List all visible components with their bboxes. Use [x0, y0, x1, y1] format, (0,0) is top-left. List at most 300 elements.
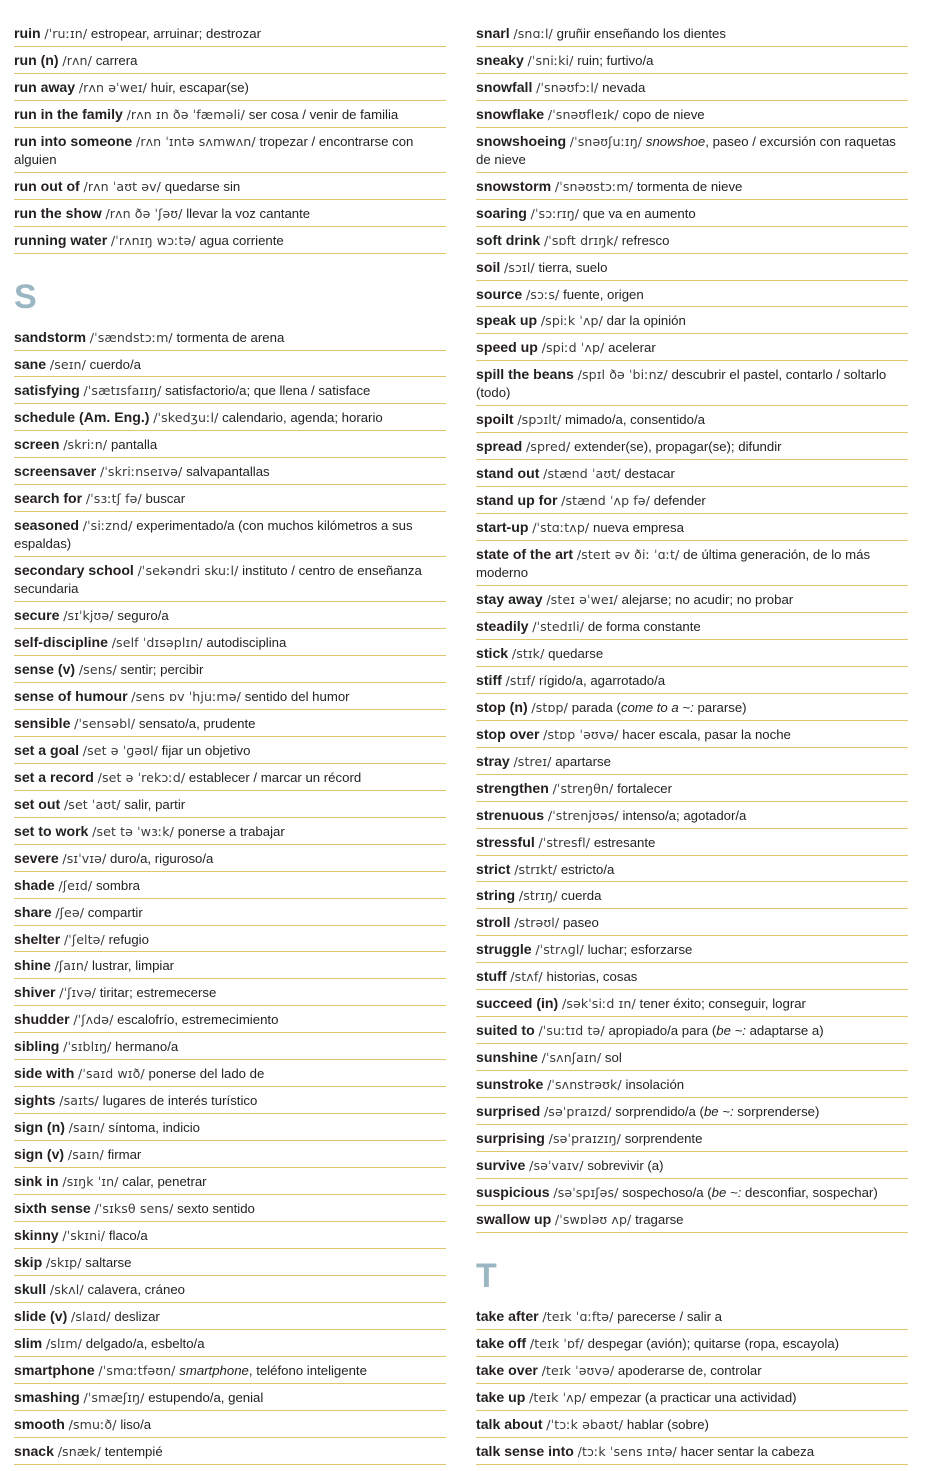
- entry-pronunciation: /ˈsɪblɪŋ/: [63, 1039, 112, 1055]
- entry-pronunciation: /teɪk ˈɒf/: [529, 1335, 584, 1351]
- entry-pronunciation: /set tə ˈwɜːk/: [92, 823, 174, 839]
- entry-pronunciation: /seɪn/: [49, 356, 86, 372]
- entry-translation: fuente, origen: [563, 286, 644, 302]
- glossary-entry: [14, 351, 446, 378]
- entry-translation: huir, escapar(se): [150, 79, 249, 95]
- section-letter-heading: S: [14, 277, 37, 316]
- entry-translation: [608, 1023, 823, 1038]
- entry-headword: sensible: [14, 714, 71, 731]
- entry-translation: empezar (a practicar una actividad): [589, 1389, 797, 1405]
- entry-translation: cuerda: [561, 888, 602, 904]
- entry-translation: sentir; percibir: [120, 661, 204, 677]
- entry-translation: cuerdo/a: [89, 356, 141, 372]
- glossary-entry: [14, 1249, 446, 1276]
- glossary-entry: [14, 1357, 446, 1384]
- glossary-entry: [14, 845, 446, 872]
- entry-headword: slide (v): [14, 1307, 68, 1324]
- entry-headword: shiver: [14, 984, 56, 1001]
- entry-headword: set a goal: [14, 741, 80, 758]
- glossary-entry: [476, 128, 908, 173]
- entry-translation: calendario, agenda; horario: [222, 410, 383, 426]
- entry-headword: take over: [476, 1361, 538, 1378]
- entry-pronunciation: /ʃeə/: [55, 904, 85, 920]
- glossary-entry: [476, 1330, 908, 1357]
- entry-translation: tiritar; estremecerse: [99, 985, 217, 1001]
- entry-headword: snowshoeing: [476, 132, 567, 149]
- entry-headword: satisfying: [14, 382, 80, 399]
- entry-pronunciation: /ˈsnəʊʃuːɪŋ/: [569, 133, 643, 149]
- entry-headword: stand out: [476, 465, 540, 482]
- glossary-entry: [14, 683, 446, 710]
- entry-translation: quedarse sin: [164, 178, 241, 194]
- entry-pronunciation: /spiːd ˈʌp/: [541, 340, 605, 356]
- glossary-entry: [476, 487, 908, 514]
- entry-translation: tragarse: [635, 1211, 684, 1227]
- entry-headword: soaring: [476, 204, 527, 221]
- entry-translation: hablar (sobre): [626, 1416, 709, 1432]
- glossary-entry: [14, 791, 446, 818]
- entry-translation: sorprendente: [624, 1131, 703, 1147]
- entry-translation: salvapantallas: [186, 464, 270, 480]
- entry-headword: secure: [14, 607, 60, 624]
- entry-translation: insolación: [625, 1077, 685, 1093]
- entry-headword: sign (v): [14, 1146, 65, 1163]
- entry-headword: sandstorm: [14, 328, 87, 345]
- glossary-entry: [14, 458, 446, 485]
- entry-pronunciation: /saɪts/: [59, 1093, 99, 1109]
- entry-headword: run out of: [14, 177, 80, 194]
- entry-headword: shade: [14, 876, 55, 893]
- entry-pronunciation: /səkˈsiːd ɪn/: [561, 996, 636, 1012]
- glossary-entry: [476, 882, 908, 909]
- entry-translation-text: parada (: [571, 699, 621, 715]
- entry-translation: tierra, suelo: [538, 259, 608, 275]
- glossary-entry: [476, 1303, 908, 1330]
- glossary-entry: [476, 433, 908, 460]
- entry-headword: run away: [14, 78, 76, 95]
- entry-translation: hacer sentar la cabeza: [680, 1443, 815, 1459]
- glossary-entry: [14, 710, 446, 737]
- entry-headword: skip: [14, 1253, 43, 1270]
- glossary-entry: [14, 818, 446, 845]
- entry-translation: lugares de interés turístico: [102, 1093, 258, 1109]
- entry-headword: strenuous: [476, 806, 545, 823]
- glossary-entry: [476, 1071, 908, 1098]
- entry-headword: share: [14, 903, 52, 920]
- entry-headword: start-up: [476, 519, 529, 536]
- entry-translation: [572, 700, 747, 715]
- glossary-entry: [476, 254, 908, 281]
- entry-pronunciation: /spiːk ˈʌp/: [540, 313, 603, 329]
- entry-translation-text: pararse): [693, 699, 747, 715]
- entry-translation: saltarse: [85, 1254, 132, 1270]
- entry-pronunciation: /ˈsekəndri skuːl/: [137, 563, 239, 579]
- entry-translation: agua corriente: [199, 232, 284, 248]
- entry-headword: string: [476, 887, 516, 904]
- entry-headword: soft drink: [476, 231, 541, 248]
- entry-headword: set to work: [14, 822, 89, 839]
- entry-pronunciation: /stɪf/: [505, 672, 536, 688]
- glossary-entry: [14, 20, 446, 47]
- entry-headword: sneaky: [476, 51, 524, 68]
- entry-pronunciation: /sɪŋk ˈɪn/: [62, 1174, 119, 1190]
- entry-translation: de última generación, de lo más moderno: [476, 547, 871, 581]
- entry-headword: secondary school: [14, 562, 134, 579]
- entry-pronunciation: /səˈpraɪzɪŋ/: [548, 1131, 621, 1147]
- entry-headword: strengthen: [476, 779, 549, 796]
- entry-headword: sibling: [14, 1038, 60, 1055]
- entry-headword: stressful: [476, 833, 535, 850]
- entry-pronunciation: /stɪk/: [511, 645, 545, 661]
- glossary-entry: [476, 1384, 908, 1411]
- entry-headword: surprising: [476, 1130, 545, 1147]
- entry-headword: snack: [14, 1442, 54, 1459]
- glossary-entry: [14, 1411, 446, 1438]
- entry-headword: talk sense into: [476, 1442, 574, 1459]
- entry-translation: estupendo/a, genial: [148, 1389, 264, 1405]
- entry-translation: tormenta de nieve: [636, 178, 743, 194]
- entry-headword: spoilt: [476, 411, 514, 428]
- entry-translation: refresco: [621, 232, 670, 248]
- entry-translation: delgado/a, esbelto/a: [85, 1335, 205, 1351]
- glossary-entry: [476, 101, 908, 128]
- entry-translation: que va en aumento: [582, 205, 696, 221]
- glossary-entry: [476, 694, 908, 721]
- section-letter-heading: T: [476, 1256, 497, 1295]
- entry-pronunciation: /stænd ˈʌp fə/: [561, 493, 650, 509]
- entry-pronunciation: /ˈsætɪsfaɪɪŋ/: [83, 383, 162, 399]
- glossary-entry: [14, 602, 446, 629]
- entry-headword: run (n): [14, 51, 59, 68]
- glossary-entry: [14, 47, 446, 74]
- entry-translation: [179, 1363, 367, 1378]
- entry-translation-italic: be ~:: [703, 1104, 734, 1120]
- glossary-entry: [14, 1276, 446, 1303]
- entry-pronunciation: /ˈsmæʃɪŋ/: [83, 1389, 145, 1405]
- entry-pronunciation: /saɪn/: [68, 1120, 105, 1136]
- glossary-entry: [476, 361, 908, 406]
- entry-translation: paseo: [562, 915, 599, 931]
- entry-headword: side with: [14, 1065, 75, 1082]
- entry-pronunciation: /ˈsnəʊstɔːm/: [554, 178, 634, 194]
- entry-translation-italic: snowshoe: [645, 133, 706, 149]
- entry-translation: sexto sentido: [177, 1201, 255, 1217]
- glossary-entry: [476, 74, 908, 101]
- entry-translation: sensato/a, prudente: [138, 715, 256, 731]
- entry-pronunciation: /sens/: [78, 661, 117, 677]
- glossary-entry: [476, 909, 908, 936]
- entry-translation: hacer escala, pasar la noche: [622, 726, 791, 742]
- entry-translation: flaco/a: [108, 1227, 148, 1243]
- entry-pronunciation: /ˈsnəʊfleɪk/: [547, 106, 619, 122]
- entry-translation: copo de nieve: [622, 106, 705, 122]
- entry-pronunciation: /sɪˈkjʊə/: [63, 608, 114, 624]
- glossary-entry: [14, 1330, 446, 1357]
- entry-translation: ponerse del lado de: [148, 1066, 265, 1082]
- entry-pronunciation: /ˈstɑːtʌp/: [532, 520, 590, 536]
- entry-pronunciation: /skʌl/: [49, 1281, 84, 1297]
- entry-pronunciation: /ˈsʌnstrəʊk/: [547, 1077, 622, 1093]
- glossary-entry: [14, 979, 446, 1006]
- glossary-entry: [476, 1098, 908, 1125]
- glossary-entry: [14, 431, 446, 458]
- entry-list: [14, 20, 446, 260]
- entry-headword: spread: [476, 438, 523, 455]
- entry-headword: shudder: [14, 1011, 70, 1028]
- entry-translation: escalofrío, estremecimiento: [117, 1012, 279, 1028]
- entry-translation: rígido/a, agarrotado/a: [539, 672, 666, 688]
- entry-pronunciation: /rʌn ɪn ðə ˈfæməli/: [126, 106, 245, 122]
- entry-headword: smashing: [14, 1388, 80, 1405]
- entry-pronunciation: /ˈtɔːk əbaʊt/: [546, 1416, 624, 1432]
- entry-pronunciation: /səˈvaɪv/: [529, 1157, 584, 1173]
- glossary-entry: [476, 856, 908, 883]
- entry-headword: search for: [14, 490, 83, 507]
- glossary-entry: [14, 872, 446, 899]
- glossary-entry: [476, 586, 908, 613]
- entry-pronunciation: /ʃeɪd/: [58, 877, 93, 893]
- entry-pronunciation: /strɪkt/: [514, 861, 558, 877]
- entry-translation: apoderarse de, controlar: [617, 1362, 762, 1378]
- entry-translation: establecer / marcar un récord: [188, 769, 362, 785]
- glossary-entry: [14, 404, 446, 431]
- entry-translation: despegar (avión); quitarse (ropa, escayola): [587, 1335, 840, 1351]
- entry-translation: ponerse a trabajar: [177, 823, 285, 839]
- entry-headword: talk about: [476, 1415, 543, 1432]
- entry-pronunciation: /ˈsændstɔːm/: [89, 329, 173, 345]
- entry-translation: nueva empresa: [593, 520, 684, 536]
- glossary-entry: [476, 1357, 908, 1384]
- entry-headword: sense (v): [14, 660, 76, 677]
- entry-translation: sobrevivir (a): [587, 1157, 664, 1173]
- entry-translation: acelerar: [608, 340, 656, 356]
- entry-pronunciation: /ˈsʌnʃaɪn/: [541, 1050, 602, 1066]
- entry-pronunciation: /ˈsaɪd wɪð/: [78, 1066, 145, 1082]
- entry-headword: stop (n): [476, 698, 528, 715]
- glossary-entry: [14, 764, 446, 791]
- glossary-entry: [14, 1222, 446, 1249]
- entry-pronunciation: /steɪt əv ðiː ˈɑːt/: [576, 547, 680, 563]
- entry-translation: calar, penetrar: [122, 1174, 207, 1190]
- entry-translation: pantalla: [110, 437, 158, 453]
- entry-headword: severe: [14, 849, 59, 866]
- glossary-entry: [14, 200, 446, 227]
- entry-translation: instituto / centro de enseñanza secundaria: [14, 563, 422, 597]
- entry-translation: estricto/a: [560, 861, 615, 877]
- entry-pronunciation: /səˈspɪʃəs/: [553, 1184, 619, 1200]
- entry-translation-text: adaptarse a): [745, 1023, 824, 1039]
- glossary-entry: [476, 748, 908, 775]
- entry-pronunciation: /ˈstrʌɡl/: [535, 942, 584, 958]
- entry-translation-italic: be ~:: [711, 1184, 742, 1200]
- glossary-entry: [476, 514, 908, 541]
- entry-translation: ruin; furtivo/a: [577, 52, 654, 68]
- glossary-entry: [14, 1438, 446, 1465]
- glossary-entry: [14, 557, 446, 602]
- entry-translation: carrera: [95, 52, 138, 68]
- entry-pronunciation: /ˈrʌnɪŋ wɔːtə/: [110, 232, 196, 248]
- glossary-entry: [476, 1411, 908, 1438]
- entry-translation-text: sorprenderse): [733, 1104, 820, 1120]
- entry-translation: extender(se), propagar(se); difundir: [574, 439, 782, 455]
- glossary-column-right: [476, 20, 908, 1459]
- glossary-entry: [14, 1141, 446, 1168]
- entry-translation-italic: smartphone: [179, 1362, 249, 1378]
- entry-headword: sights: [14, 1092, 56, 1109]
- entry-translation: hermano/a: [115, 1039, 179, 1055]
- entry-headword: stray: [476, 752, 510, 769]
- entry-headword: skinny: [14, 1226, 59, 1243]
- entry-translation: estropear, arruinar; destrozar: [90, 26, 261, 41]
- entry-translation: descubrir el pastel, contarlo / soltarlo (todo): [476, 367, 887, 401]
- entry-headword: sign (n): [14, 1119, 65, 1136]
- glossary-entry: [476, 20, 908, 47]
- entry-headword: speak up: [476, 312, 538, 329]
- glossary-entry: [14, 629, 446, 656]
- glossary-entry: [14, 1303, 446, 1330]
- entry-headword: snarl: [476, 25, 510, 41]
- entry-headword: steadily: [476, 617, 529, 634]
- entry-headword: set out: [14, 795, 61, 812]
- entry-headword: strict: [476, 860, 511, 877]
- entry-headword: slim: [14, 1334, 43, 1351]
- entry-pronunciation: /stʌf/: [510, 969, 543, 985]
- entry-translation: estresante: [593, 834, 656, 850]
- entry-headword: sane: [14, 355, 47, 372]
- entry-pronunciation: /stænd ˈaʊt/: [543, 466, 621, 482]
- entry-headword: sense of humour: [14, 687, 128, 704]
- glossary-entry: [476, 47, 908, 74]
- entry-headword: state of the art: [476, 546, 574, 563]
- entry-pronunciation: /ˈsuːtɪd tə/: [538, 1023, 605, 1039]
- entry-list: [476, 20, 908, 1239]
- entry-headword: stiff: [476, 671, 502, 688]
- entry-translation: duro/a, riguroso/a: [110, 850, 214, 866]
- entry-translation: tentempié: [104, 1443, 163, 1459]
- entry-translation: de forma constante: [587, 618, 701, 634]
- glossary-entry: [476, 667, 908, 694]
- entry-pronunciation: /spɔɪlt/: [517, 412, 562, 428]
- entry-headword: stroll: [476, 914, 511, 931]
- entry-headword: shelter: [14, 930, 61, 947]
- glossary-entry: [476, 613, 908, 640]
- entry-pronunciation: /set ə ˈɡəʊl/: [82, 742, 159, 758]
- entry-headword: run into someone: [14, 132, 133, 149]
- entry-pronunciation: /skɪp/: [45, 1254, 82, 1270]
- entry-pronunciation: /tɔːk ˈsens ɪntə/: [577, 1443, 677, 1459]
- entry-headword: stuff: [476, 968, 507, 985]
- entry-pronunciation: /ˈswɒləʊ ʌp/: [554, 1211, 632, 1227]
- entry-pronunciation: /sɔɪl/: [504, 259, 535, 275]
- entry-translation: tener éxito; conseguir, lograr: [639, 996, 806, 1012]
- glossary-entry: [476, 1438, 908, 1465]
- entry-headword: sixth sense: [14, 1200, 91, 1217]
- glossary-entry: [476, 227, 908, 254]
- glossary-entry: [14, 899, 446, 926]
- entry-headword: self-discipline: [14, 634, 108, 651]
- entry-translation: síntoma, indicio: [108, 1120, 201, 1136]
- entry-headword: spill the beans: [476, 366, 574, 383]
- entry-translation: lustrar, limpiar: [91, 958, 175, 974]
- glossary-entry: [476, 1125, 908, 1152]
- entry-headword: speed up: [476, 339, 538, 356]
- entry-pronunciation: /ˈsɪksθ sens/: [94, 1201, 174, 1217]
- entry-pronunciation: /ˈstedɪli/: [532, 618, 585, 634]
- entry-headword: stay away: [476, 590, 543, 607]
- glossary-entry: [476, 460, 908, 487]
- entry-pronunciation: /streɪ/: [513, 753, 552, 769]
- entry-headword: sunstroke: [476, 1076, 544, 1093]
- entry-translation: destacar: [624, 466, 675, 482]
- entry-headword: surprised: [476, 1103, 541, 1120]
- entry-headword: screensaver: [14, 463, 97, 480]
- glossary-entry: [476, 829, 908, 856]
- glossary-entry: [14, 1114, 446, 1141]
- entry-headword: suited to: [476, 1022, 535, 1039]
- entry-headword: screen: [14, 436, 60, 453]
- entry-headword: take off: [476, 1334, 527, 1351]
- entry-headword: struggle: [476, 941, 532, 958]
- entry-pronunciation: /set ə ˈrekɔːd/: [97, 769, 186, 785]
- entry-pronunciation: /ˈskedʒuːl/: [153, 410, 219, 426]
- entry-headword: snowflake: [476, 105, 545, 122]
- glossary-entry: [476, 802, 908, 829]
- glossary-entry: [476, 721, 908, 748]
- glossary-entry: [14, 737, 446, 764]
- glossary-entry: [14, 324, 446, 351]
- glossary-entry: [476, 1017, 908, 1044]
- entry-translation-text: sorprendido/a (: [615, 1104, 704, 1120]
- entry-pronunciation: /ˈruːɪn/: [44, 26, 88, 41]
- entry-headword: set a record: [14, 768, 94, 785]
- glossary-entry: [476, 963, 908, 990]
- entry-pronunciation: /ˈʃʌdə/: [73, 1012, 114, 1028]
- entry-pronunciation: /sɔːs/: [525, 286, 560, 302]
- entry-pronunciation: /rʌn ˈaʊt əv/: [83, 178, 161, 194]
- entry-pronunciation: /rʌn ˈɪntə sʌmwʌn/: [135, 133, 256, 149]
- entry-pronunciation: /steɪ əˈweɪ/: [546, 591, 618, 607]
- entry-translation: historias, cosas: [546, 969, 638, 985]
- entry-translation: refugio: [108, 931, 149, 947]
- entry-pronunciation: /ˈsmɑːtfəʊn/: [98, 1362, 176, 1378]
- entry-pronunciation: /smuːð/: [68, 1416, 117, 1432]
- glossary-entry: [14, 1168, 446, 1195]
- glossary-entry: [14, 1033, 446, 1060]
- entry-translation: intenso/a; agotador/a: [622, 807, 747, 823]
- entry-pronunciation: /saɪn/: [67, 1147, 104, 1163]
- entry-pronunciation: /teɪk ˈəʊvə/: [541, 1362, 615, 1378]
- entry-headword: smartphone: [14, 1361, 95, 1378]
- glossary-entry: [476, 307, 908, 334]
- entry-pronunciation: /ˈstreŋθn/: [552, 780, 614, 796]
- entry-translation: salir, partir: [124, 796, 186, 812]
- entry-translation: satisfactorio/a; que llena / satisface: [165, 383, 371, 399]
- entry-translation: autodisciplina: [206, 635, 287, 651]
- glossary-entry: [14, 1060, 446, 1087]
- glossary-entry: [476, 1206, 908, 1233]
- entry-headword: sink in: [14, 1173, 59, 1190]
- glossary-entry: [476, 1179, 908, 1206]
- entry-headword: suspicious: [476, 1183, 550, 1200]
- entry-translation: tropezar / encontrarse con alguien: [14, 133, 414, 167]
- glossary-entry: [14, 173, 446, 200]
- glossary-entry: [14, 656, 446, 683]
- entry-translation: firmar: [107, 1147, 142, 1163]
- entry-headword: soil: [476, 258, 501, 275]
- entry-pronunciation: /ˈsnəʊfɔːl/: [536, 79, 599, 95]
- entry-headword: seasoned: [14, 517, 80, 534]
- glossary-entry: [14, 1384, 446, 1411]
